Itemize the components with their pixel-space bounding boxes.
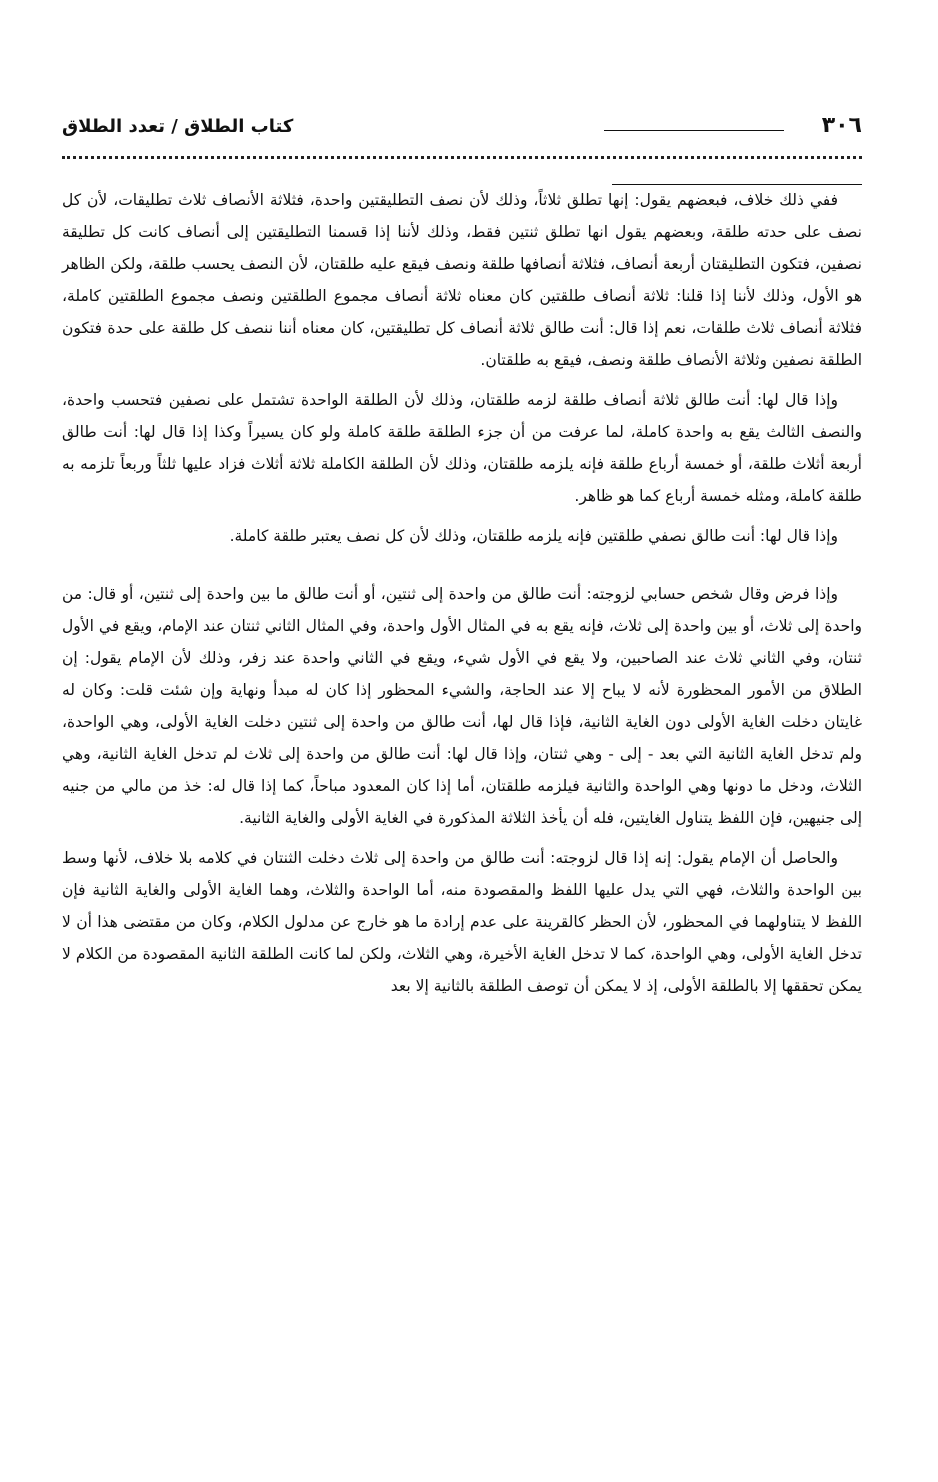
paragraph: وإذا قال لها: أنت طالق ثلاثة أنصاف طلقة لزمه طلقتان، وذلك لأن الطلقة الواحدة تشتمل على نصفين فتحسب واحدة، والنصف الثالث يقع به واحدة كاملة، لما عرفت من أن جزء الطلقة طلقة كاملة ولو كان يسيراً وكذا إذا قال لها: أنت طالق أربعة أثلاث طلقة، أو خمسة أرباع طلقة فإنه يلزمه طلقتان، وذلك لأن الطلقة الكاملة ثلاثة أثلاث فزاد عليها ثلثاً وربعاً تلزمه به طلقة كاملة، ومثله خمسة أرباع كما هو ظاهر.: [62, 391, 862, 505]
running-title: كتاب الطلاق / تعدد الطلاق: [62, 116, 294, 137]
paragraph: ففي ذلك خلاف، فبعضهم يقول: إنها تطلق ثلاثاً، وذلك لأن نصف التطليقتين واحدة، فثلاثة الأنصاف ثلاث تطليقات، لأن كل نصف على حدته طلقة، وبعضهم يقول انها تطلق ثنتين فقط، وذلك لأننا إذا قسمنا التطليقتين إلى أنصاف كانت كل تطليقة نصفين، فتكون التطليقتان أربعة أنصاف، فثلاثة أنصافها طلقة ونصف فيقع عليه طلقتان، لأن النصف يحسب طلقة، ولكن الظاهر هو الأول، وذلك لأننا إذا قلنا: ثلاثة أنصاف طلقتين كان معناه ثلاثة أنصاف مجموع الطلقتين ونصف مجموع الطلقتين كاملة، فثلاثة أنصاف ثلاث طلقات، نعم إذا قال: أنت طالق ثلاثة أنصاف كل تطليقتين، كان معناه أننا ننصف كل طلقة على حدة فتكون الطلقة نصفين وثلاثة الأنصاف طلقة ونصف، فيقع به طلقتان.: [62, 191, 862, 369]
page-number: ٣٠٦: [821, 113, 862, 138]
dotted-divider: [62, 156, 862, 159]
paragraph: والحاصل أن الإمام يقول: إنه إذا قال لزوجته: أنت طالق من واحدة إلى ثلاث دخلت الثنتان في كلامه بلا خلاف، لأنها وسط بين الواحدة والثلاث، فهي التي يدل عليها اللفظ والمقصودة منه، أما الواحدة والثلاث، وهما الغاية الأولى والغاية الثانية فإن اللفظ لا يتناولهما في المحظور، لأن الحظر كالقرينة على عدم إرادة ما هو خارج عن مدلول الكلام، وكان من مقتضى هذا أن لا تدخل الغاية الأولى، وهي الواحدة، كما لا تدخل الغاية الأخيرة، وهي الثلاث، ولكن لما كانت الطلقة الثانية المقصودة من الكلام لا يمكن تحققها إلا بالطلقة الأولى، إذ لا يمكن أن توصف الطلقة بالثانية إلا بعد: [62, 849, 862, 995]
page-header: [62, 112, 862, 148]
header-rule: [604, 130, 784, 131]
paragraph: وإذا فرض وقال شخص حسابي لزوجته: أنت طالق من واحدة إلى ثنتين، أو أنت طالق ما بين واحدة إلى ثنتين، أو قال: من واحدة إلى ثلاث، أو بين واحدة إلى ثلاث، فإنه يقع به في المثال الأول واحدة، وفي المثال الثاني ثنتان عند الإمام، ويقع في الأول ثنتان، وفي الثاني ثلاث عند الصاحبين، ولا يقع في الأول شيء، ويقع في الثاني واحدة عند زفر، وذلك لأن الإمام يقول: إن الطلاق من الأمور المحظورة لأنه لا يباح إلا عند الحاجة، والشيء المحظور إذا كان له مبدأ ونهاية وإن شئت قلت: وكان له غايتان دخلت الغاية الأولى دون الغاية الثانية، فإذا قال لها، أنت طالق من واحدة إلى ثنتين دخلت الغاية الأولى، وهي الواحدة، ولم تدخل الغاية الثانية التي بعد - إلى - وهي ثنتان، وإذا قال لها: أنت طالق من واحدة إلى ثلاث لم تدخل الغاية الثانية، وهي الثلاث، ودخل ما دونها وهي الواحدة والثانية فيلزمه طلقتان، أما إذا كان المعدود مباحاً، كما إذا قال له: خذ من مالي من جنيه إلى جنيهين، فإن اللفظ يتناول الغايتين، فله أن يأخذ الثلاثة المذكورة في الغاية الأولى والغاية الثانية.: [62, 585, 862, 827]
paragraph: وإذا قال لها: أنت طالق نصفي طلقتين فإنه يلزمه طلقتان، وذلك لأن كل نصف يعتبر طلقة كاملة.: [229, 527, 838, 545]
body-text: [62, 184, 862, 1002]
